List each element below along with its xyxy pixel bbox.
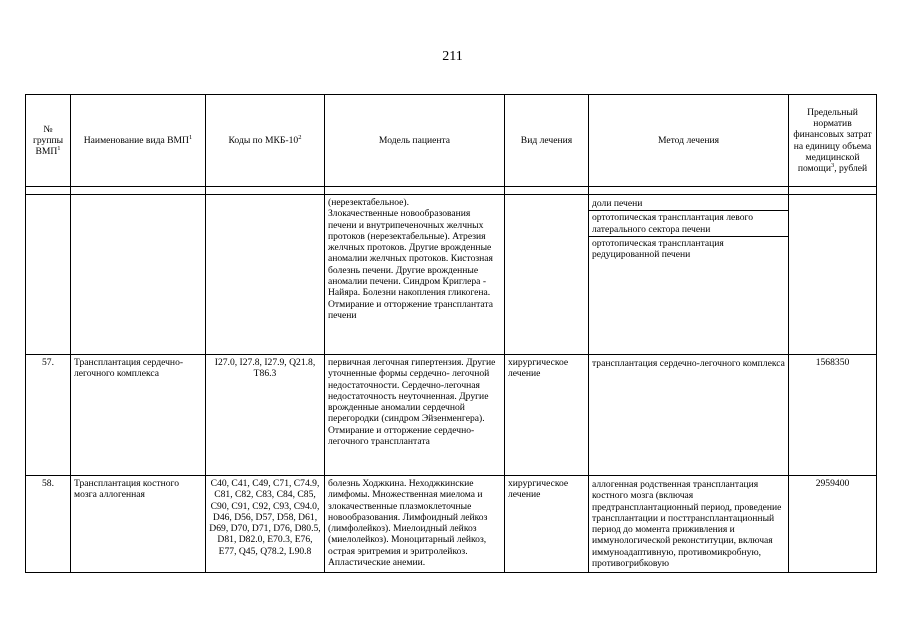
header-treatment-method: Метод лечения — [589, 95, 789, 187]
row-treatment-type: хирургическое лечение — [505, 476, 589, 573]
header-icd-codes: Коды по МКБ-$10^2$ — [206, 95, 325, 187]
row-treatment-type: хирургическое лечение — [505, 355, 589, 476]
method-item: доли печени — [592, 198, 643, 209]
row-vmp-name: Трансплантация сердечно-легочного комплекса — [71, 355, 206, 476]
header-group-number: № группы ВМП$^1$ — [26, 95, 71, 187]
table-row — [26, 355, 877, 476]
row-cost: 2959400 — [789, 476, 877, 573]
method-item: ортотопическая трансплантация редуцированной печени — [589, 236, 788, 262]
row-patient-model: болезнь Ходжкина. Неходжкинские лимфомы. Множественная миелома и злокачественные плазмоклеточные новообразования. Лимфоидный лейкоз (лимфолейкоз). Миелоидный лейкоз (миелолейкоз). Моноцитарный лейкоз, острая эритремия и эритролейкоз. Апластические анемии. — [325, 476, 505, 573]
row-patient-model: первичная легочная гипертензия. Другие уточненные формы сердечно- легочной недостаточности. Сердечно-легочная недостаточность неуточненная. Другие врожденные аномалии сердечной перегородки (синдром Эйзенменгера). Отмирание и отторжение сердечно-легочного трансплантата — [325, 355, 505, 476]
row-icd-codes: C40, C41, C49, C71, C74.9, C81, C82, C83, C84, C85, C90, C91, C92, C93, C94.0, D46, D56, D57, D58, D61, D69, D70, D71, D76, D80.5, D81, D82.0, E70.3, E76, E77, Q45, Q78.2, L90.8 — [206, 476, 325, 573]
row-treatment-methods — [589, 355, 789, 476]
header-patient-model: Модель пациента — [325, 95, 505, 187]
spacer-row — [26, 187, 877, 195]
row-treatment-methods — [589, 195, 789, 355]
method-item: ортотопическая трансплантация левого латерального сектора печени — [589, 210, 788, 236]
header-row — [26, 95, 877, 187]
row-number: 58. — [26, 476, 71, 573]
table-row — [26, 476, 877, 573]
row-treatment-type — [505, 195, 589, 355]
row-vmp-name — [71, 195, 206, 355]
header-vmp-name: Наименование вида ВМП$^1$ — [71, 95, 206, 187]
row-patient-model: (нерезектабельное). Злокачественные новообразования печени и внутрипеченочных желчных протоков (нерезектабельные). Атрезия желчных протоков. Другие врожденные аномалии желчных протоков. Кистозная болезнь печени. Другие врожденные аномалии печени. Синдром Криглера - Найяра. Болезни накопления гликогена. Отмирание и отторжение трансплантата печени — [325, 195, 505, 355]
row-icd-codes — [206, 195, 325, 355]
row-treatment-methods — [589, 476, 789, 573]
method-item: аллогенная родственная трансплантация костного мозга (включая предтрансплантационный период, проведение трансплантации и посттрансплантационный период до момента приживления и иммунологической реконституции, включая иммуноадаптивную, противомикробную, противогрибковую — [592, 479, 782, 570]
table-row — [26, 195, 877, 355]
row-number — [26, 195, 71, 355]
row-icd-codes: I27.0, I27.8, I27.9, Q21.8, T86.3 — [206, 355, 325, 476]
vmp-table — [25, 94, 877, 573]
header-treatment-type: Вид лечения — [505, 95, 589, 187]
header-cost-norm: Предельный норматив финансовых затрат на единицу объема медицинской помощи$^3$, рублей — [789, 95, 877, 187]
page-number: 211 — [442, 49, 463, 64]
row-vmp-name: Трансплантация костного мозга аллогенная — [71, 476, 206, 573]
row-cost: 1568350 — [789, 355, 877, 476]
row-number: 57. — [26, 355, 71, 476]
row-cost — [789, 195, 877, 355]
method-item: трансплантация сердечно-легочного комплекса — [592, 358, 785, 369]
